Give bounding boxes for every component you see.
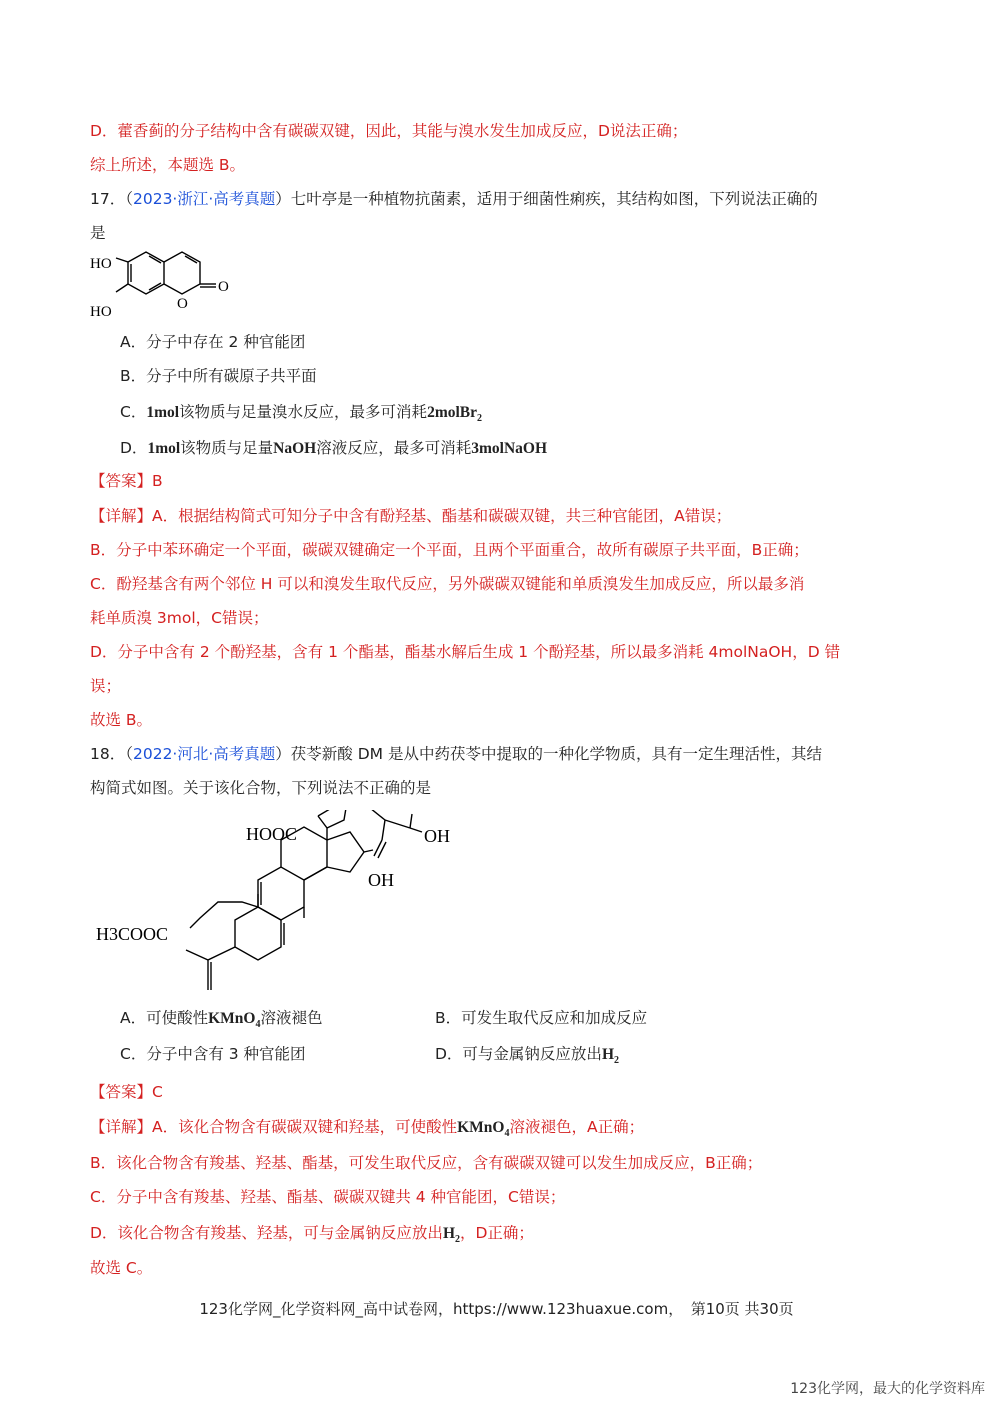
explanation-line: D．分子中含有 2 个酚羟基，含有 1 个酯基，酯基水解后生成 1 个酚羟基，所以最多消耗 4molNaOH，D 错 <box>90 643 841 661</box>
option-a: A．分子中存在 2 种官能团 <box>120 333 306 351</box>
formula: NaOH <box>273 440 317 457</box>
option-label: C． <box>120 403 147 421</box>
explanation-line: 【详解】A．根据结构简式可知分子中含有酚羟基、酯基和碳碳双键，共三种官能团，A错误； <box>90 507 732 525</box>
option-a <box>120 1007 323 1036</box>
question-18-stem <box>90 743 822 765</box>
formula-subscript: 2 <box>614 1055 619 1067</box>
explanation-line: 故选 B。 <box>90 711 153 729</box>
option-text: 溶液褪色 <box>260 1009 323 1027</box>
question-number: 17．（ <box>90 190 133 208</box>
question-source: 2022·河北·高考真题 <box>132 745 276 763</box>
option-c <box>120 401 482 430</box>
explanation-line <box>90 1222 534 1251</box>
site-watermark: 123化学网，最大的化学资料库 <box>790 1381 985 1397</box>
formula: 1mol <box>146 404 180 421</box>
question-source: 2023·浙江·高考真题 <box>132 190 276 208</box>
carboxyl-label: HOOC <box>246 824 298 844</box>
question-text: 构简式如图。关于该化合物，下列说法不正确的是 <box>90 779 432 797</box>
explanation-line: 误； <box>90 677 122 695</box>
option-text: 该物质与足量 <box>180 439 274 457</box>
option-label: D． <box>120 439 148 457</box>
explanation-line: C．分子中含有羧基、羟基、酯基、碳碳双键共 4 种官能团，C错误； <box>90 1188 566 1206</box>
explanation-line: D．藿香蓟的分子结构中含有碳碳双键，因此，其能与溴水发生加成反应，D说法正确； <box>90 122 688 140</box>
explanation-text: D．该化合物含有羧基、羟基，可与金属钠反应放出 <box>90 1224 443 1242</box>
explanation-line: 综上所述，本题选 B。 <box>90 156 246 174</box>
answer-17: 【答案】B <box>90 472 163 490</box>
structure-poricoic-acid-dm <box>90 810 470 1000</box>
formula: KMnO <box>457 1119 505 1136</box>
question-text: 是 <box>90 224 106 242</box>
option-c: C．分子中含有 3 种官能团 <box>120 1045 306 1063</box>
structure-esculetin <box>88 248 248 328</box>
formula-subscript: 4 <box>255 1019 261 1031</box>
question-17-stem <box>90 188 818 210</box>
question-text: ）七叶亭是一种植物抗菌素，适用于细菌性痢疾，其结构如图，下列说法正确的 <box>275 190 818 208</box>
option-b: B．分子中所有碳原子共平面 <box>120 367 317 385</box>
page-footer: 123化学网_化学资料网_高中试卷网，https://www.123huaxue.com， 第10页 共30页 <box>199 1300 794 1318</box>
hydroxyl-label: HO <box>90 304 112 320</box>
explanation-line: 耗单质溴 3mol，C错误； <box>90 609 269 627</box>
ring-oxygen-label: O <box>177 296 188 312</box>
explanation-line <box>90 1116 644 1145</box>
hydroxyl-label: OH <box>424 826 450 846</box>
option-text: A．可使酸性 <box>120 1009 209 1027</box>
option-d <box>120 437 547 460</box>
explanation-line: B．分子中苯环确定一个平面，碳碳双键确定一个平面，且两个平面重合，故所有碳原子共平面，B正确； <box>90 541 809 559</box>
answer-18: 【答案】C <box>90 1083 163 1101</box>
explanation-line: B．该化合物含有羧基、羟基、酯基，可发生取代反应，含有碳碳双键可以发生加成反应，B正确； <box>90 1154 763 1172</box>
question-text: ）茯苓新酸 DM 是从中药茯苓中提取的一种化学物质，具有一定生理活性，其结 <box>275 745 822 763</box>
question-number: 18．（ <box>90 745 133 763</box>
formula: 1mol <box>147 440 181 457</box>
explanation-text: 【详解】A．该化合物含有碳碳双键和羟基，可使酸性 <box>90 1118 458 1136</box>
ester-label: H3COOC <box>96 924 169 944</box>
option-text: D．可与金属钠反应放出 <box>435 1045 602 1063</box>
formula-subscript: 4 <box>504 1128 510 1140</box>
formula: 2molBr <box>427 404 477 421</box>
formula: H <box>601 1046 614 1063</box>
formula-subscript: 2 <box>477 413 482 425</box>
formula: H <box>442 1225 455 1242</box>
option-text: 该物质与足量溴水反应，最多可消耗 <box>179 403 428 421</box>
formula-subscript: 2 <box>455 1234 460 1246</box>
option-b: B．可发生取代反应和加成反应 <box>435 1009 648 1027</box>
explanation-text: ，D正确； <box>460 1224 534 1242</box>
carbonyl-oxygen-label: O <box>218 279 229 295</box>
formula: KMnO <box>208 1010 256 1027</box>
hydroxyl-label: OH <box>368 870 394 890</box>
explanation-text: 溶液褪色，A正确； <box>509 1118 645 1136</box>
formula: 3molNaOH <box>471 440 548 457</box>
option-d <box>435 1043 619 1072</box>
explanation-line: 故选 C。 <box>90 1259 153 1277</box>
explanation-line: C．酚羟基含有两个邻位 H 可以和溴发生取代反应，另外碳碳双键能和单质溴发生加成反应，所以最多消 <box>90 575 805 593</box>
option-text: 溶液反应，最多可消耗 <box>316 439 472 457</box>
hydroxyl-label: HO <box>90 256 112 272</box>
